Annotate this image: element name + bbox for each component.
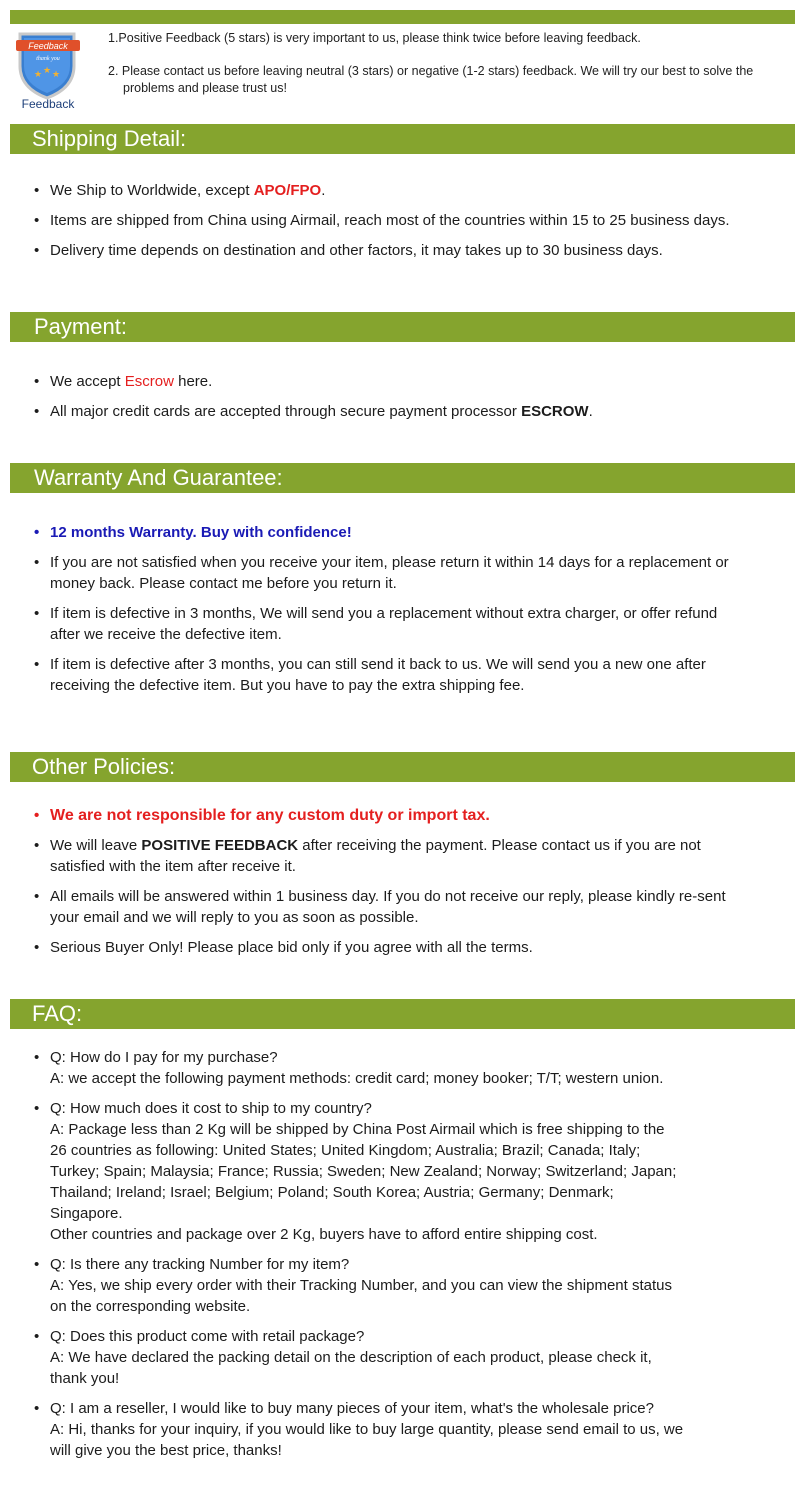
svg-text:★: ★ bbox=[51, 69, 61, 79]
faq-question: • Q: How do I pay for my purchase? bbox=[50, 1049, 278, 1066]
faq-answer: A: we accept the following payment methods: credit card; money booker; T/T; western union. bbox=[50, 1070, 664, 1087]
faq-item bbox=[34, 1398, 684, 1461]
svg-text:★: ★ bbox=[42, 65, 52, 75]
feedback-shield-icon bbox=[14, 28, 82, 110]
list-item: • Items are shipped from China using Airmail, reach most of the countries within 15 to 25 business days. bbox=[34, 210, 734, 231]
svg-text:★: ★ bbox=[33, 69, 43, 79]
list-item: • If you are not satisfied when you receive your item, please return it within 14 days for a replacement or money back. Please contact me before you return it. bbox=[34, 552, 734, 594]
feedback-badge bbox=[14, 28, 82, 110]
list-item: • We are not responsible for any custom duty or import tax. bbox=[34, 805, 734, 826]
list-item: • If item is defective in 3 months, We will send you a replacement without extra charger, or offer refund after we receive the defective item. bbox=[34, 603, 734, 645]
shipping-body bbox=[34, 180, 734, 270]
section-title-warranty: Warranty And Guarantee: bbox=[10, 463, 795, 493]
faq-item bbox=[34, 1047, 684, 1089]
apo-fpo-highlight: APO/FPO bbox=[253, 182, 322, 199]
list-item: • We accept Escrow here. bbox=[34, 371, 734, 392]
faq-body bbox=[34, 1047, 684, 1470]
escrow-bold: ESCROW bbox=[521, 403, 589, 420]
faq-question: • Q: How much does it cost to ship to my country? bbox=[50, 1100, 372, 1117]
faq-item bbox=[34, 1254, 684, 1317]
faq-answer: A: Hi, thanks for your inquiry, if you would like to buy large quantity, please send email to us, we will give you the best price, thanks! bbox=[50, 1421, 684, 1459]
payment-body bbox=[34, 371, 734, 431]
faq-item bbox=[34, 1098, 684, 1245]
faq-question: • Q: Is there any tracking Number for my item? bbox=[50, 1256, 350, 1273]
list-item: • All major credit cards are accepted through secure payment processor ESCROW. bbox=[34, 401, 734, 422]
top-green-bar bbox=[10, 10, 795, 24]
list-item: • Delivery time depends on destination and other factors, it may takes up to 30 business days. bbox=[34, 240, 734, 261]
list-item: • Serious Buyer Only! Please place bid only if you agree with all the terms. bbox=[34, 937, 734, 958]
policies-body bbox=[34, 805, 734, 967]
feedback-note-2: 2. Please contact us before leaving neutral (3 stars) or negative (1-2 stars) feedback. We will try our best to solve the problems and please trust us! bbox=[108, 64, 754, 95]
feedback-notes bbox=[108, 30, 778, 97]
faq-answer: A: Package less than 2 Kg will be shipped by China Post Airmail which is free shipping to the 26 countries as following: United States; United Kingdom; Australia; Brazil; Canada; Italy; Turkey; Spain; Malaysia; France; Russia; Sweden; New Zealand; Norway; Switzerland; Japan; Thailand; Ireland; Israel; Belgium; Poland; South Korea; Austria; Germany; Denmark; Singapore. bbox=[50, 1121, 677, 1222]
list-item: • If item is defective after 3 months, you can still send it back to us. We will send you a new one after receiving the defective item. But you have to pay the extra shipping fee. bbox=[34, 654, 734, 696]
badge-sub-text: thank you bbox=[36, 56, 60, 62]
section-title-payment: Payment: bbox=[10, 312, 795, 342]
feedback-note-1: 1.Positive Feedback (5 stars) is very important to us, please think twice before leaving feedback. bbox=[108, 31, 641, 45]
list-item: • We will leave POSITIVE FEEDBACK after receiving the payment. Please contact us if you are not satisfied with the item after receive it. bbox=[34, 835, 734, 877]
badge-label: Feedback bbox=[21, 97, 75, 110]
faq-answer: A: Yes, we ship every order with their Tracking Number, and you can view the shipment status on the corresponding website. bbox=[50, 1277, 672, 1315]
faq-answer: A: We have declared the packing detail on the description of each product, please check it, thank you! bbox=[50, 1349, 652, 1387]
positive-feedback-bold: POSITIVE FEEDBACK bbox=[141, 837, 299, 854]
list-item: • We Ship to Worldwide, except APO/FPO. bbox=[34, 180, 734, 201]
badge-top-text: Feedback bbox=[28, 41, 68, 51]
faq-question: • Q: I am a reseller, I would like to buy many pieces of your item, what's the wholesale price? bbox=[50, 1400, 654, 1417]
escrow-link[interactable]: Escrow bbox=[124, 373, 174, 390]
section-title-shipping: Shipping Detail: bbox=[10, 124, 795, 154]
section-title-faq: FAQ: bbox=[10, 999, 795, 1029]
faq-answer-extra: Other countries and package over 2 Kg, buyers have to afford entire shipping cost. bbox=[50, 1226, 598, 1243]
list-item: • 12 months Warranty. Buy with confidence! bbox=[34, 522, 734, 543]
section-title-policies: Other Policies: bbox=[10, 752, 795, 782]
faq-question: • Q: Does this product come with retail package? bbox=[50, 1328, 365, 1345]
warranty-body bbox=[34, 522, 734, 705]
list-item: • All emails will be answered within 1 business day. If you do not receive our reply, please kindly re-sent your email and we will reply to you as soon as possible. bbox=[34, 886, 734, 928]
faq-item bbox=[34, 1326, 684, 1389]
